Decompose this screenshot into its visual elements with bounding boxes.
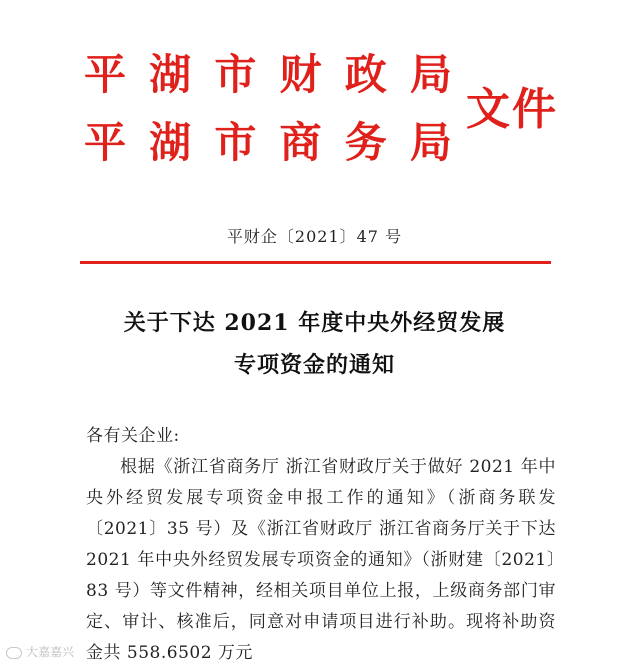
issuer-char: 政 (344, 50, 387, 99)
issuer-char: 局 (409, 118, 452, 167)
salutation: 各有关企业: (86, 426, 180, 446)
issuer-char: 局 (409, 50, 452, 99)
doc-type-label: 文件 (466, 84, 558, 135)
body-paragraph: 根据《浙江省商务厅 浙江省财政厅关于做好 2021 年中央外经贸发展专项资金申报工作的通知》（浙商务联发〔2021〕35 号）及《浙江省财政厅 浙江省商务厅关于下达 2021 年中央外经贸发展专项资金的通知》（浙财建〔2021〕83 号）等文件精神，经相关项目单位上报，上级商务部门审定、审计、核准后，同意对申请项目进行补助。现将补助资金共 558.6502 万元 (86, 457, 556, 663)
issuer-line-2 (82, 118, 454, 168)
issuer-char: 湖 (149, 118, 192, 167)
notice-title-line-1: 关于下达 2021 年度中央外经贸发展 (123, 310, 506, 336)
watermark-logo-icon (6, 647, 22, 659)
watermark (6, 643, 74, 660)
red-divider (80, 261, 551, 264)
issuer-char: 商 (279, 118, 322, 167)
watermark-text: 大嘉嘉兴 (26, 645, 75, 659)
document-number: 平财企〔2021〕47 号 (226, 227, 403, 246)
issuer-char: 务 (344, 118, 387, 167)
issuer-char: 平 (83, 50, 126, 99)
issuer-char: 市 (214, 50, 257, 99)
issuer-char: 财 (279, 50, 322, 99)
issuer-char: 平 (83, 118, 126, 167)
notice-title-line-2: 专项资金的通知 (233, 352, 395, 378)
issuer-char: 湖 (149, 50, 192, 99)
issuer-line-1 (82, 50, 454, 100)
issuer-char: 市 (214, 118, 257, 167)
